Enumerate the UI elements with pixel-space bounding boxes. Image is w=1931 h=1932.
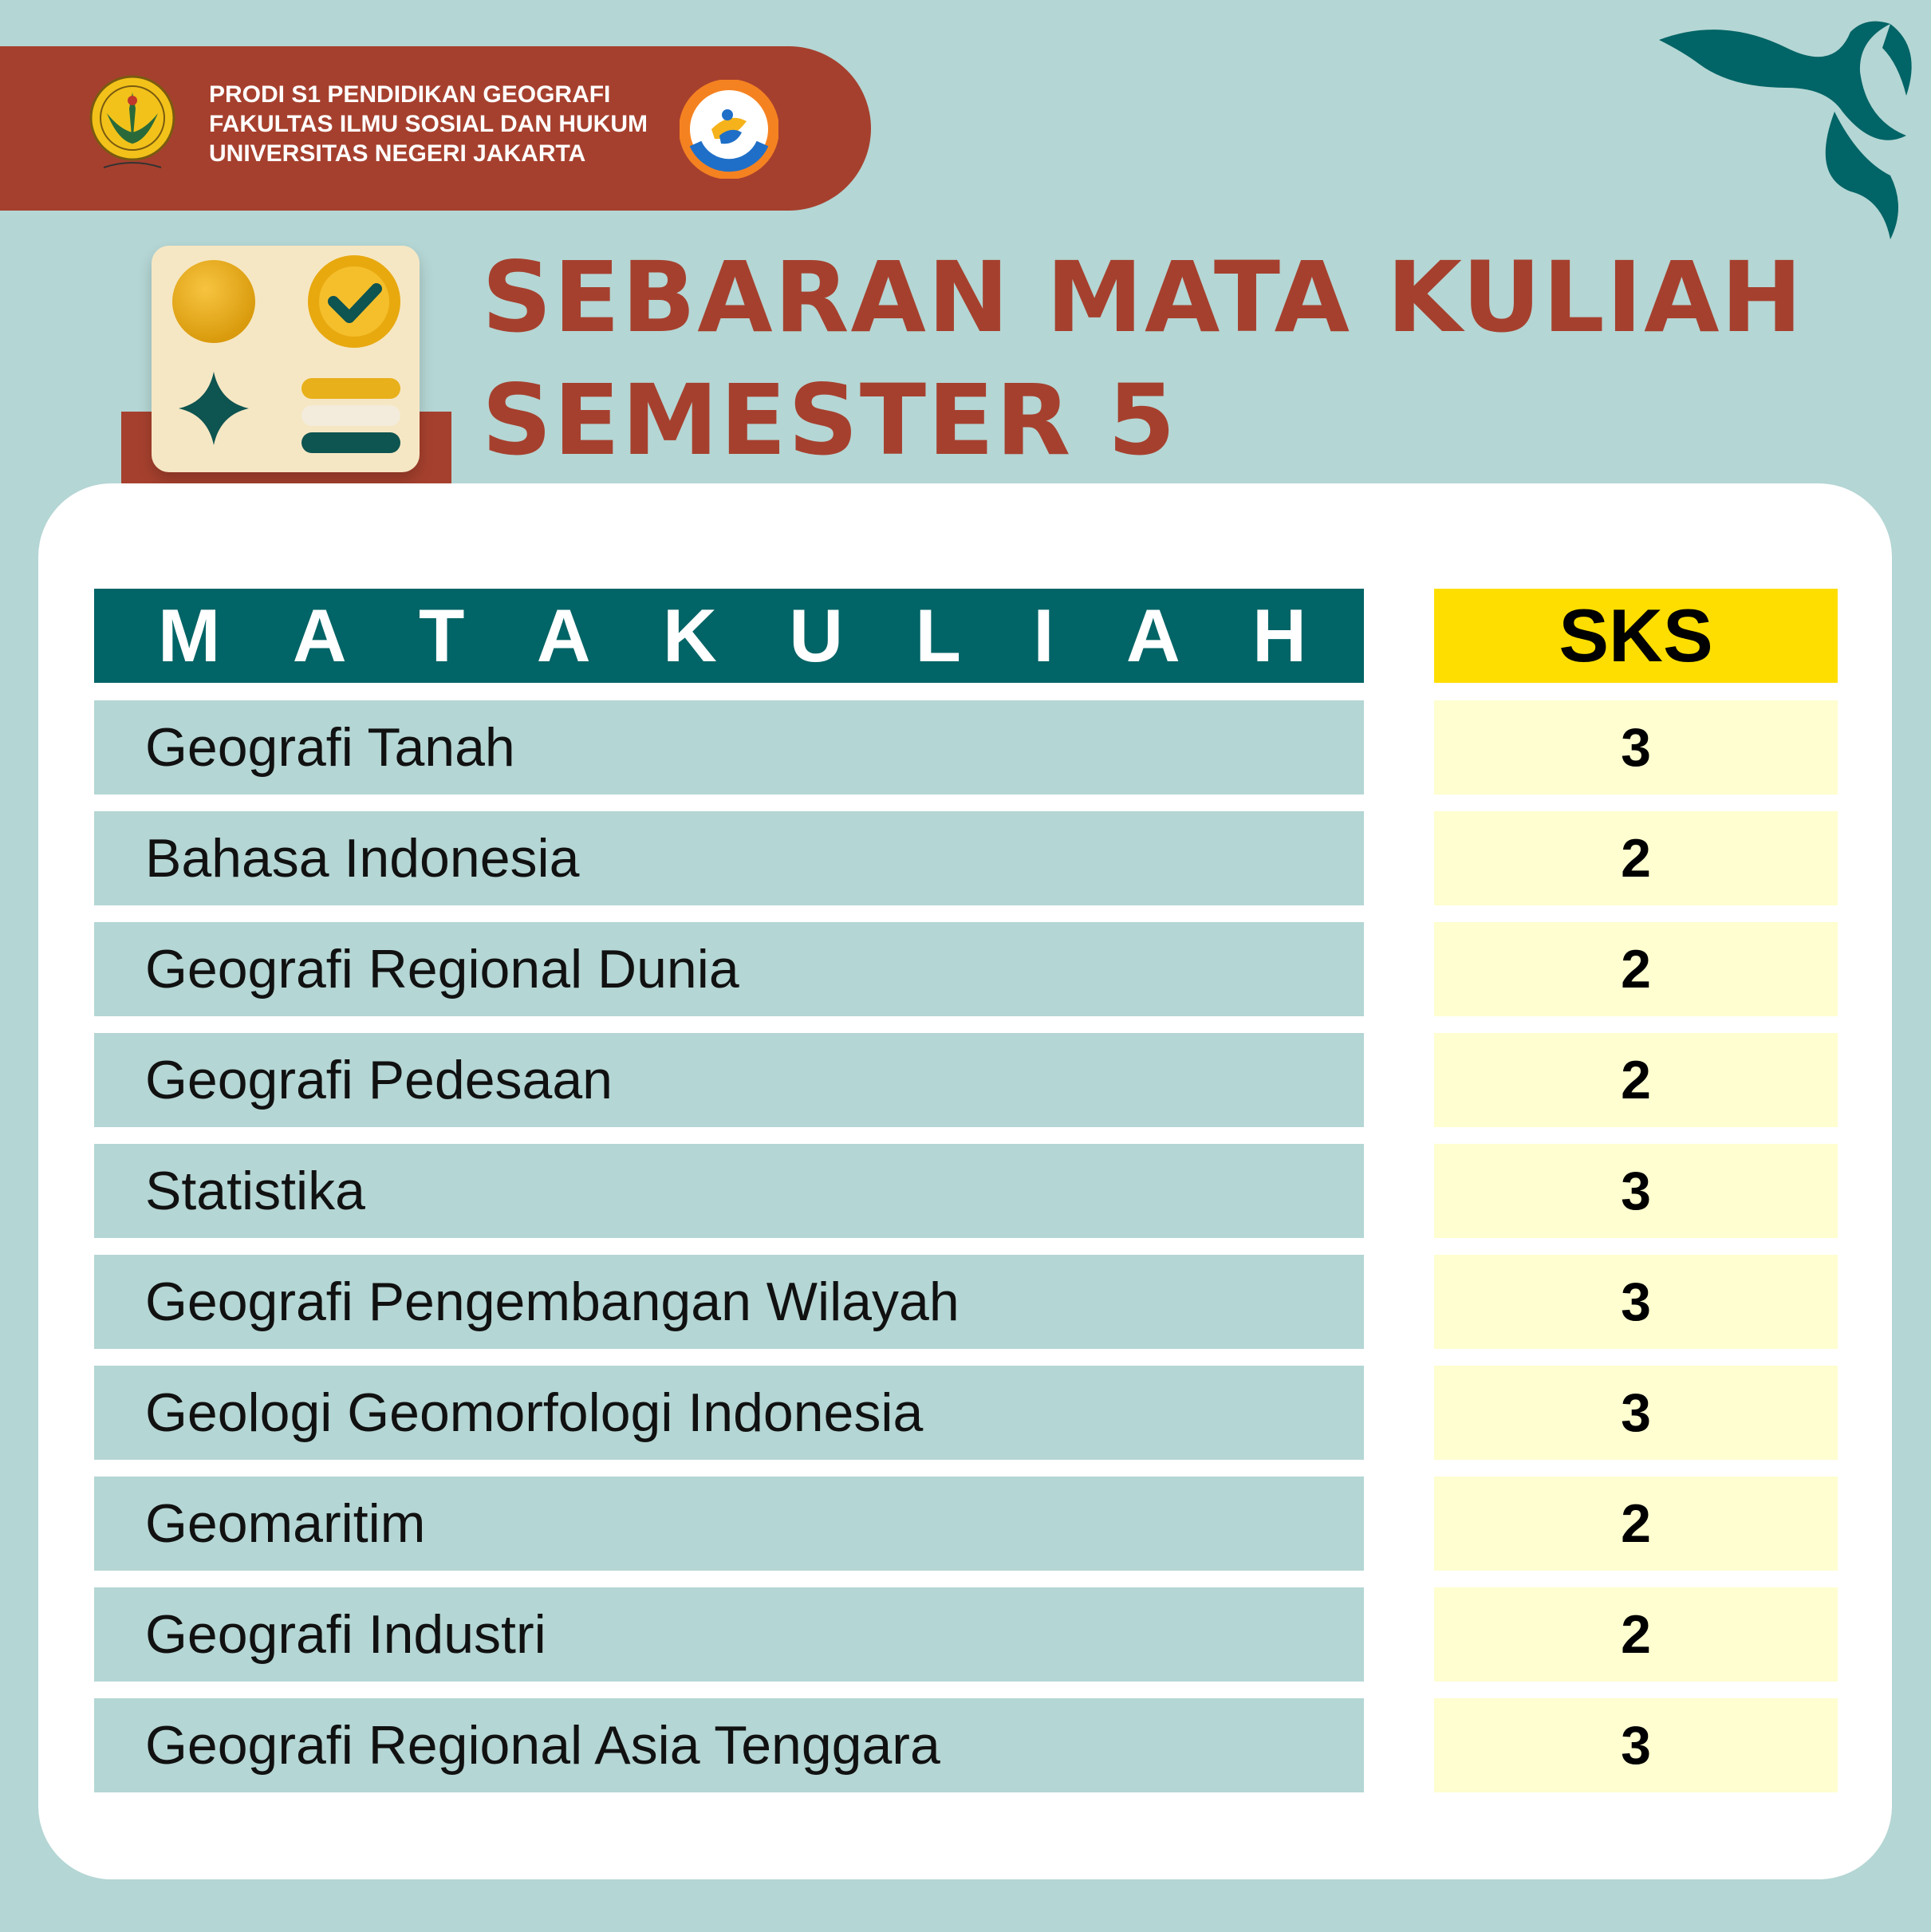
course-sks: 3 [1434,1366,1838,1460]
course-name: Geografi Industri [94,1587,1364,1682]
course-name: Geografi Regional Dunia [94,922,1364,1016]
course-sks: 2 [1434,1587,1838,1682]
course-sks: 3 [1434,1144,1838,1238]
header-letter: A [1125,593,1180,677]
course-sks: 3 [1434,700,1838,794]
icon-card [152,246,420,472]
course-name: Geologi Geomorfologi Indonesia [94,1366,1364,1460]
title-line-2: SEMESTER 5 [482,364,1177,477]
unj-logo [88,73,177,175]
header-letter: L [915,593,961,677]
header-letter: T [418,593,465,677]
header-line-1: PRODI S1 PENDIDIKAN GEOGRAFI [209,81,611,108]
course-sks: 3 [1434,1698,1838,1792]
page-title [482,236,1804,482]
course-name: Geografi Pengembangan Wilayah [94,1255,1364,1349]
course-sks: 2 [1434,811,1838,905]
header-letter: A [536,593,591,677]
course-name: Geografi Tanah [94,700,1364,794]
swirl-ornament [1651,16,1922,247]
course-name: Statistika [94,1144,1364,1238]
course-name: Geografi Pedesaan [94,1033,1364,1127]
header-line-2: FAKULTAS ILMU SOSIAL DAN HUKUM [209,111,648,137]
header-letter: A [292,593,347,677]
header-text [209,80,648,168]
column-header-mata-kuliah [94,589,1364,683]
course-name: Geomaritim [94,1477,1364,1571]
header-letter: K [663,593,717,677]
header-line-3: UNIVERSITAS NEGERI JAKARTA [209,140,586,167]
diktisaintek-berdampak-logo [680,80,778,179]
course-sks: 2 [1434,1033,1838,1127]
column-header-sks: SKS [1434,589,1838,683]
title-line-1: SEBARAN MATA KULIAH [482,241,1804,354]
course-sks: 2 [1434,922,1838,1016]
checklist-icon [152,246,420,472]
header-letter: M [158,593,221,677]
course-sks: 3 [1434,1255,1838,1349]
course-sks: 2 [1434,1477,1838,1571]
header-letter: U [789,593,844,677]
course-name: Geografi Regional Asia Tenggara [94,1698,1364,1792]
header-letter: H [1252,593,1306,677]
header-letter: I [1033,593,1054,677]
course-name: Bahasa Indonesia [94,811,1364,905]
